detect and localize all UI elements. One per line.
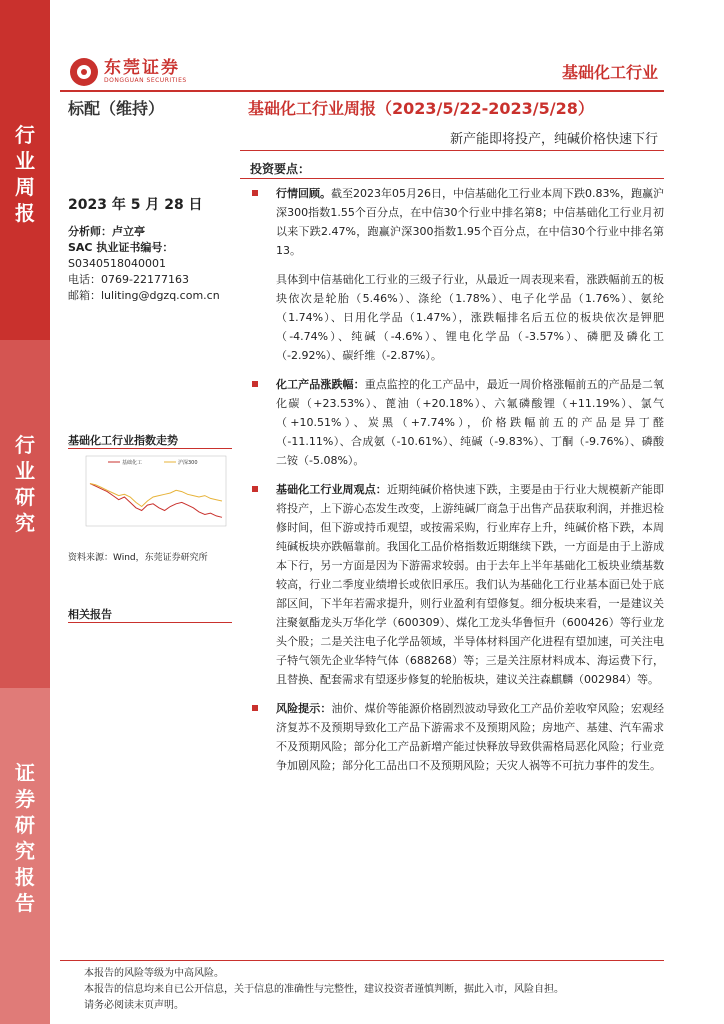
footer-risk-level: 本报告的风险等级为中高风险。 xyxy=(84,968,224,979)
bullet-square-icon xyxy=(252,381,258,387)
bullet-head: 基础化工行业周观点： xyxy=(276,483,387,496)
analyst-info xyxy=(68,224,220,304)
bullet-head: 行情回顾。 xyxy=(276,187,332,200)
points-divider xyxy=(240,178,664,179)
bullet-market-review xyxy=(250,184,664,260)
series-line-csi xyxy=(90,484,222,507)
bullet-text: 截至2023年05月26日，中信基础化工行业本周下跌0.83%，跑赢沪深300指数1.55个百分点，在中信30个行业中排名第8；中信基础化工行业月初以来下跌2.47%，跑赢沪深300指数1.95个百分点，在中信30个行业中排名第13。 xyxy=(276,187,664,257)
footer-divider xyxy=(60,960,664,961)
report-title: 基础化工行业周报（2023/5/22-2023/5/28） xyxy=(248,99,594,118)
bullet-risk-warning xyxy=(250,699,664,775)
related-reports-title: 相关报告 xyxy=(68,608,112,621)
logo-english: DONGGUAN SECURITIES xyxy=(104,77,187,84)
legend-label-csi: 沪深300 xyxy=(178,460,198,466)
logo-name: 东莞证券 xyxy=(104,58,180,78)
analyst-email: 邮箱：luliting@dgzq.com.cn xyxy=(68,289,220,302)
chart-divider xyxy=(68,448,232,449)
series-line-chem xyxy=(90,484,222,518)
company-logo xyxy=(70,56,187,88)
bullet-head: 风险提示： xyxy=(276,702,332,715)
bullet-head: 化工产品涨跌幅： xyxy=(276,378,365,391)
bullet-text: 重点监控的化工产品中，最近一周价格涨幅前五的产品是二氧化碳（+23.53%）、蓖油（+20.18%）、六氟磷酸锂（+11.19%）、氯气（+10.51%）、炭黑（+7.74%），价格跌幅前五的产品是异丁醛（-11.11%）、合成氨（-10.61%）、纯碱（-9.83%）、丁酮（-9.76%）、磷酸二铵（-5.08%）。 xyxy=(276,378,665,467)
report-date: 2023 年 5 月 28 日 xyxy=(68,197,203,213)
logo-icon xyxy=(70,58,98,86)
investment-points-title: 投资要点： xyxy=(250,162,311,176)
bullet-square-icon xyxy=(252,705,258,711)
index-chart xyxy=(68,452,232,544)
bullet-text: 近期纯碱价格快速下跌，主要是由于行业大规模新产能即将投产，上下游心态发生改变，上游纯碱厂商急于出售产品获取利润，并推迟检修时间，但下游或持币观望，或按需采购，行业库存上升，纯碱价格下跌，本周纯碱板块亦跌幅靠前。我国化工品价格指数近期继续下跌，一方面是由于上游成本下行，另一方面是因为下游需求较弱。由于去年上半年基础化工板块业绩基数较高，行业二季度业绩增长或依旧承压。我们认为基础化工行业基本面已处于底部区间，下半年若需求提升，则行业盈利有望修复。细分板块来看，一是建议关注聚氨酯龙头万华化学（600309）、煤化工龙头华鲁恒升（600426）等行业龙头个股；二是关注电子化学品领域，半导体材料国产化进程有望加速，可关注电子特气领先企业华特气体（688268）等；三是关注原材料成本、海运费下行，且替换、配套需求有望逐步修复的轮胎板块，建议关注森麒麟（002984）等。 xyxy=(276,483,665,686)
header-divider xyxy=(60,90,664,92)
legend-label-chem: 基础化工 xyxy=(122,460,143,466)
analyst-phone: 电话：0769-22177163 xyxy=(68,273,189,286)
bullet-product-prices xyxy=(250,375,664,470)
bullet-weekly-view xyxy=(250,480,664,689)
sub-industry-paragraph: 具体到中信基础化工行业的三级子行业，从最近一周表现来看，涨跌幅前五的板块依次是轮胎（5.46%）、涤纶（1.78%）、电子化学品（1.76%）、氨纶（1.74%）、日用化学品（1.47%），涨跌幅排名后五位的板块依次是钾肥（-4.74%）、纯碱（-4.6%）、锂电化学品（-3.57%）、磷肥及磷化工（-2.92%）、碳纤维（-2.87%）。 xyxy=(276,273,664,362)
chart-title: 基础化工行业指数走势 xyxy=(68,434,178,447)
bullet-square-icon xyxy=(252,190,258,196)
bullet-square-icon xyxy=(252,486,258,492)
report-subtitle: 新产能即将投产，纯碱价格快速下行 xyxy=(449,132,658,147)
sidebar xyxy=(0,0,50,1024)
bullet-text: 油价、煤价等能源价格剧烈波动导致化工产品价差收窄风险；宏观经济复苏不及预期导致化工产品下游需求不及预期风险；房地产、基建、汽车需求不及预期风险；部分化工产品新增产能过快释放导致供需格局恶化风险；行业竞争加剧风险；部分化工品出口不及预期风险；天灾人祸等不可抗力事件的发生。 xyxy=(276,702,665,772)
license-label: SAC 执业证书编号： xyxy=(68,241,174,254)
analyst-name: 分析师：卢立亭 xyxy=(68,225,145,238)
industry-label: 基础化工行业 xyxy=(561,63,658,82)
rating: 标配（维持） xyxy=(68,99,165,118)
sidebar-label-research: 行 业 研 究 xyxy=(15,433,35,535)
sidebar-label-weekly: 行 业 周 报 xyxy=(15,123,35,225)
chart-source: 资料来源：Wind，东莞证券研究所 xyxy=(68,553,208,563)
index-chart-svg xyxy=(68,452,232,544)
related-divider xyxy=(68,622,232,623)
sidebar-label-report: 证 券 研 究 报 告 xyxy=(15,761,35,915)
footer-notice: 请务必阅读末页声明。 xyxy=(84,1000,184,1011)
main-content xyxy=(250,184,664,785)
footer-disclaimer: 本报告的信息均来自已公开信息，关于信息的准确性与完整性，建议投资者谨慎判断，据此入市，风险自担。 xyxy=(84,984,564,995)
footer xyxy=(84,966,564,1014)
subtitle-divider xyxy=(240,150,664,151)
license-number: S0340518040001 xyxy=(68,257,166,270)
